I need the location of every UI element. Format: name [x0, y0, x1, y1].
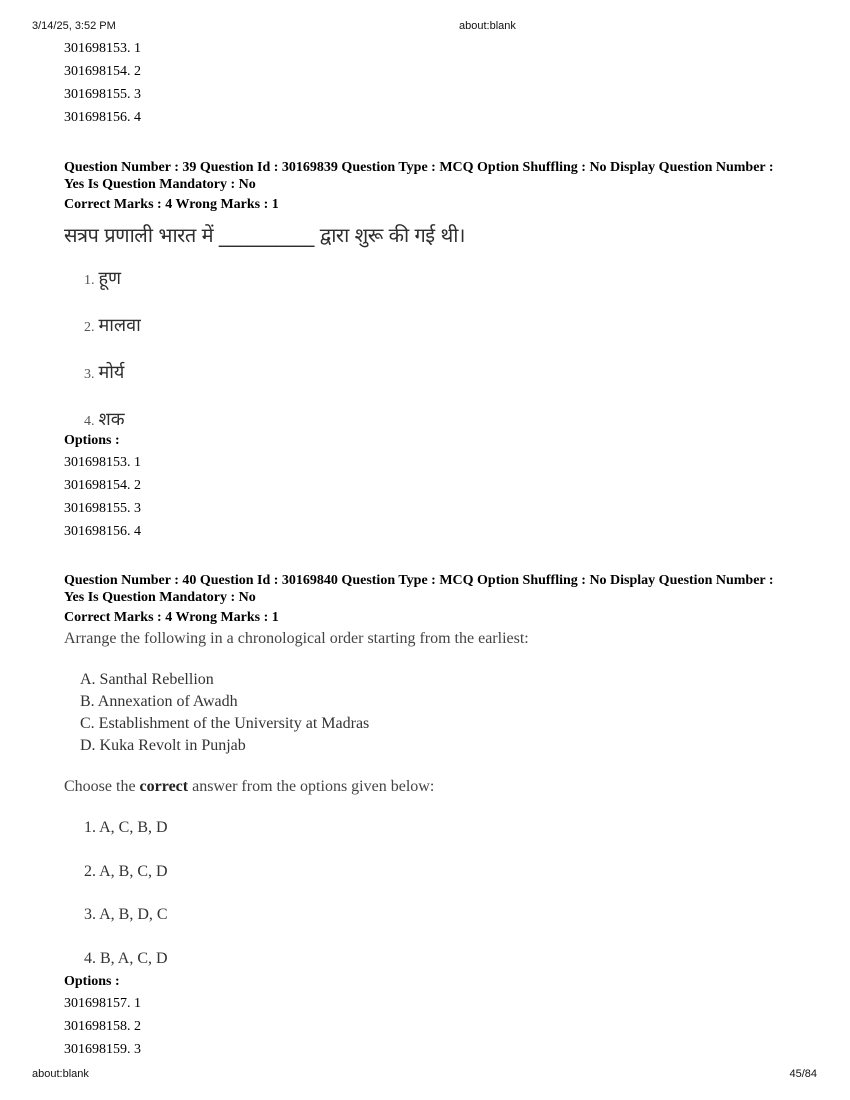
q40-choice-2: 2. A, B, C, D	[84, 863, 168, 880]
q39-choice-3-num: 3.	[84, 367, 95, 382]
q39-option-1: 301698153. 1	[64, 455, 141, 470]
q40-choice-4: 4. B, A, C, D	[84, 950, 168, 967]
prev-option-4: 301698156. 4	[64, 110, 141, 125]
q40-item-c: C. Establishment of the University at Madras	[80, 715, 370, 732]
q40-item-d: D. Kuka Revolt in Punjab	[80, 737, 246, 754]
q40-option-3: 301698159. 3	[64, 1042, 141, 1057]
q39-option-2: 301698154. 2	[64, 478, 141, 493]
q39-options-label: Options :	[64, 433, 120, 448]
q39-choice-2-num: 2.	[84, 320, 95, 335]
q39-stem: सत्रप प्रणाली भारत में __________ द्वारा शुरू की गई थी।	[64, 223, 466, 247]
print-datetime: 3/14/25, 3:52 PM	[32, 20, 116, 32]
q40-stem: Arrange the following in a chronological order starting from the earliest:	[64, 630, 529, 647]
prev-option-3: 301698155. 3	[64, 87, 141, 102]
q40-option-1: 301698157. 1	[64, 996, 141, 1011]
q39-choice-3	[84, 360, 124, 384]
q39-choice-2-text: मालवा	[98, 315, 141, 336]
q40-options-label: Options :	[64, 974, 120, 989]
q40-choice-1: 1. A, C, B, D	[84, 819, 168, 836]
q40-header	[64, 572, 784, 606]
q39-choice-4-text: शक	[98, 409, 125, 430]
q40-option-2: 301698158. 2	[64, 1019, 141, 1034]
q39-option-3: 301698155. 3	[64, 501, 141, 516]
q39-option-4: 301698156. 4	[64, 524, 141, 539]
print-footer-url: about:blank	[32, 1068, 89, 1080]
q39-choice-3-text: मोर्य	[98, 362, 125, 383]
q40-marks: Correct Marks : 4 Wrong Marks : 1	[64, 610, 279, 625]
q39-choice-2	[84, 313, 141, 337]
q39-choice-4	[84, 407, 125, 431]
q40-header-line2: Number : Yes Is Question Mandatory : No	[64, 573, 774, 605]
q39-marks: Correct Marks : 4 Wrong Marks : 1	[64, 197, 279, 212]
q39-choice-1	[84, 266, 121, 290]
q40-header-line1: Question Number : 40 Question Id : 30169840 Question Type : MCQ Option Shuffling : No Display Question	[64, 573, 713, 588]
q39-choice-4-num: 4.	[84, 414, 95, 429]
q39-choice-1-text: हूण	[98, 268, 122, 289]
print-page-number: 45/84	[789, 1068, 817, 1080]
q40-choose-pre: Choose the	[64, 778, 140, 795]
prev-option-2: 301698154. 2	[64, 64, 141, 79]
q40-choose-post: answer from the options given below:	[188, 778, 435, 795]
q39-choice-1-num: 1.	[84, 273, 95, 288]
print-url: about:blank	[459, 20, 516, 32]
q39-header	[64, 159, 784, 193]
q40-item-b: B. Annexation of Awadh	[80, 693, 238, 710]
q39-header-line2: Number : Yes Is Question Mandatory : No	[64, 160, 774, 192]
q40-item-a: A. Santhal Rebellion	[80, 671, 214, 688]
q40-choose-instruction	[64, 778, 434, 796]
prev-option-1: 301698153. 1	[64, 41, 141, 56]
q40-choose-bold: correct	[139, 778, 189, 795]
q40-choice-3: 3. A, B, D, C	[84, 906, 168, 923]
q39-header-line1: Question Number : 39 Question Id : 30169839 Question Type : MCQ Option Shuffling : No Display Question	[64, 160, 713, 175]
